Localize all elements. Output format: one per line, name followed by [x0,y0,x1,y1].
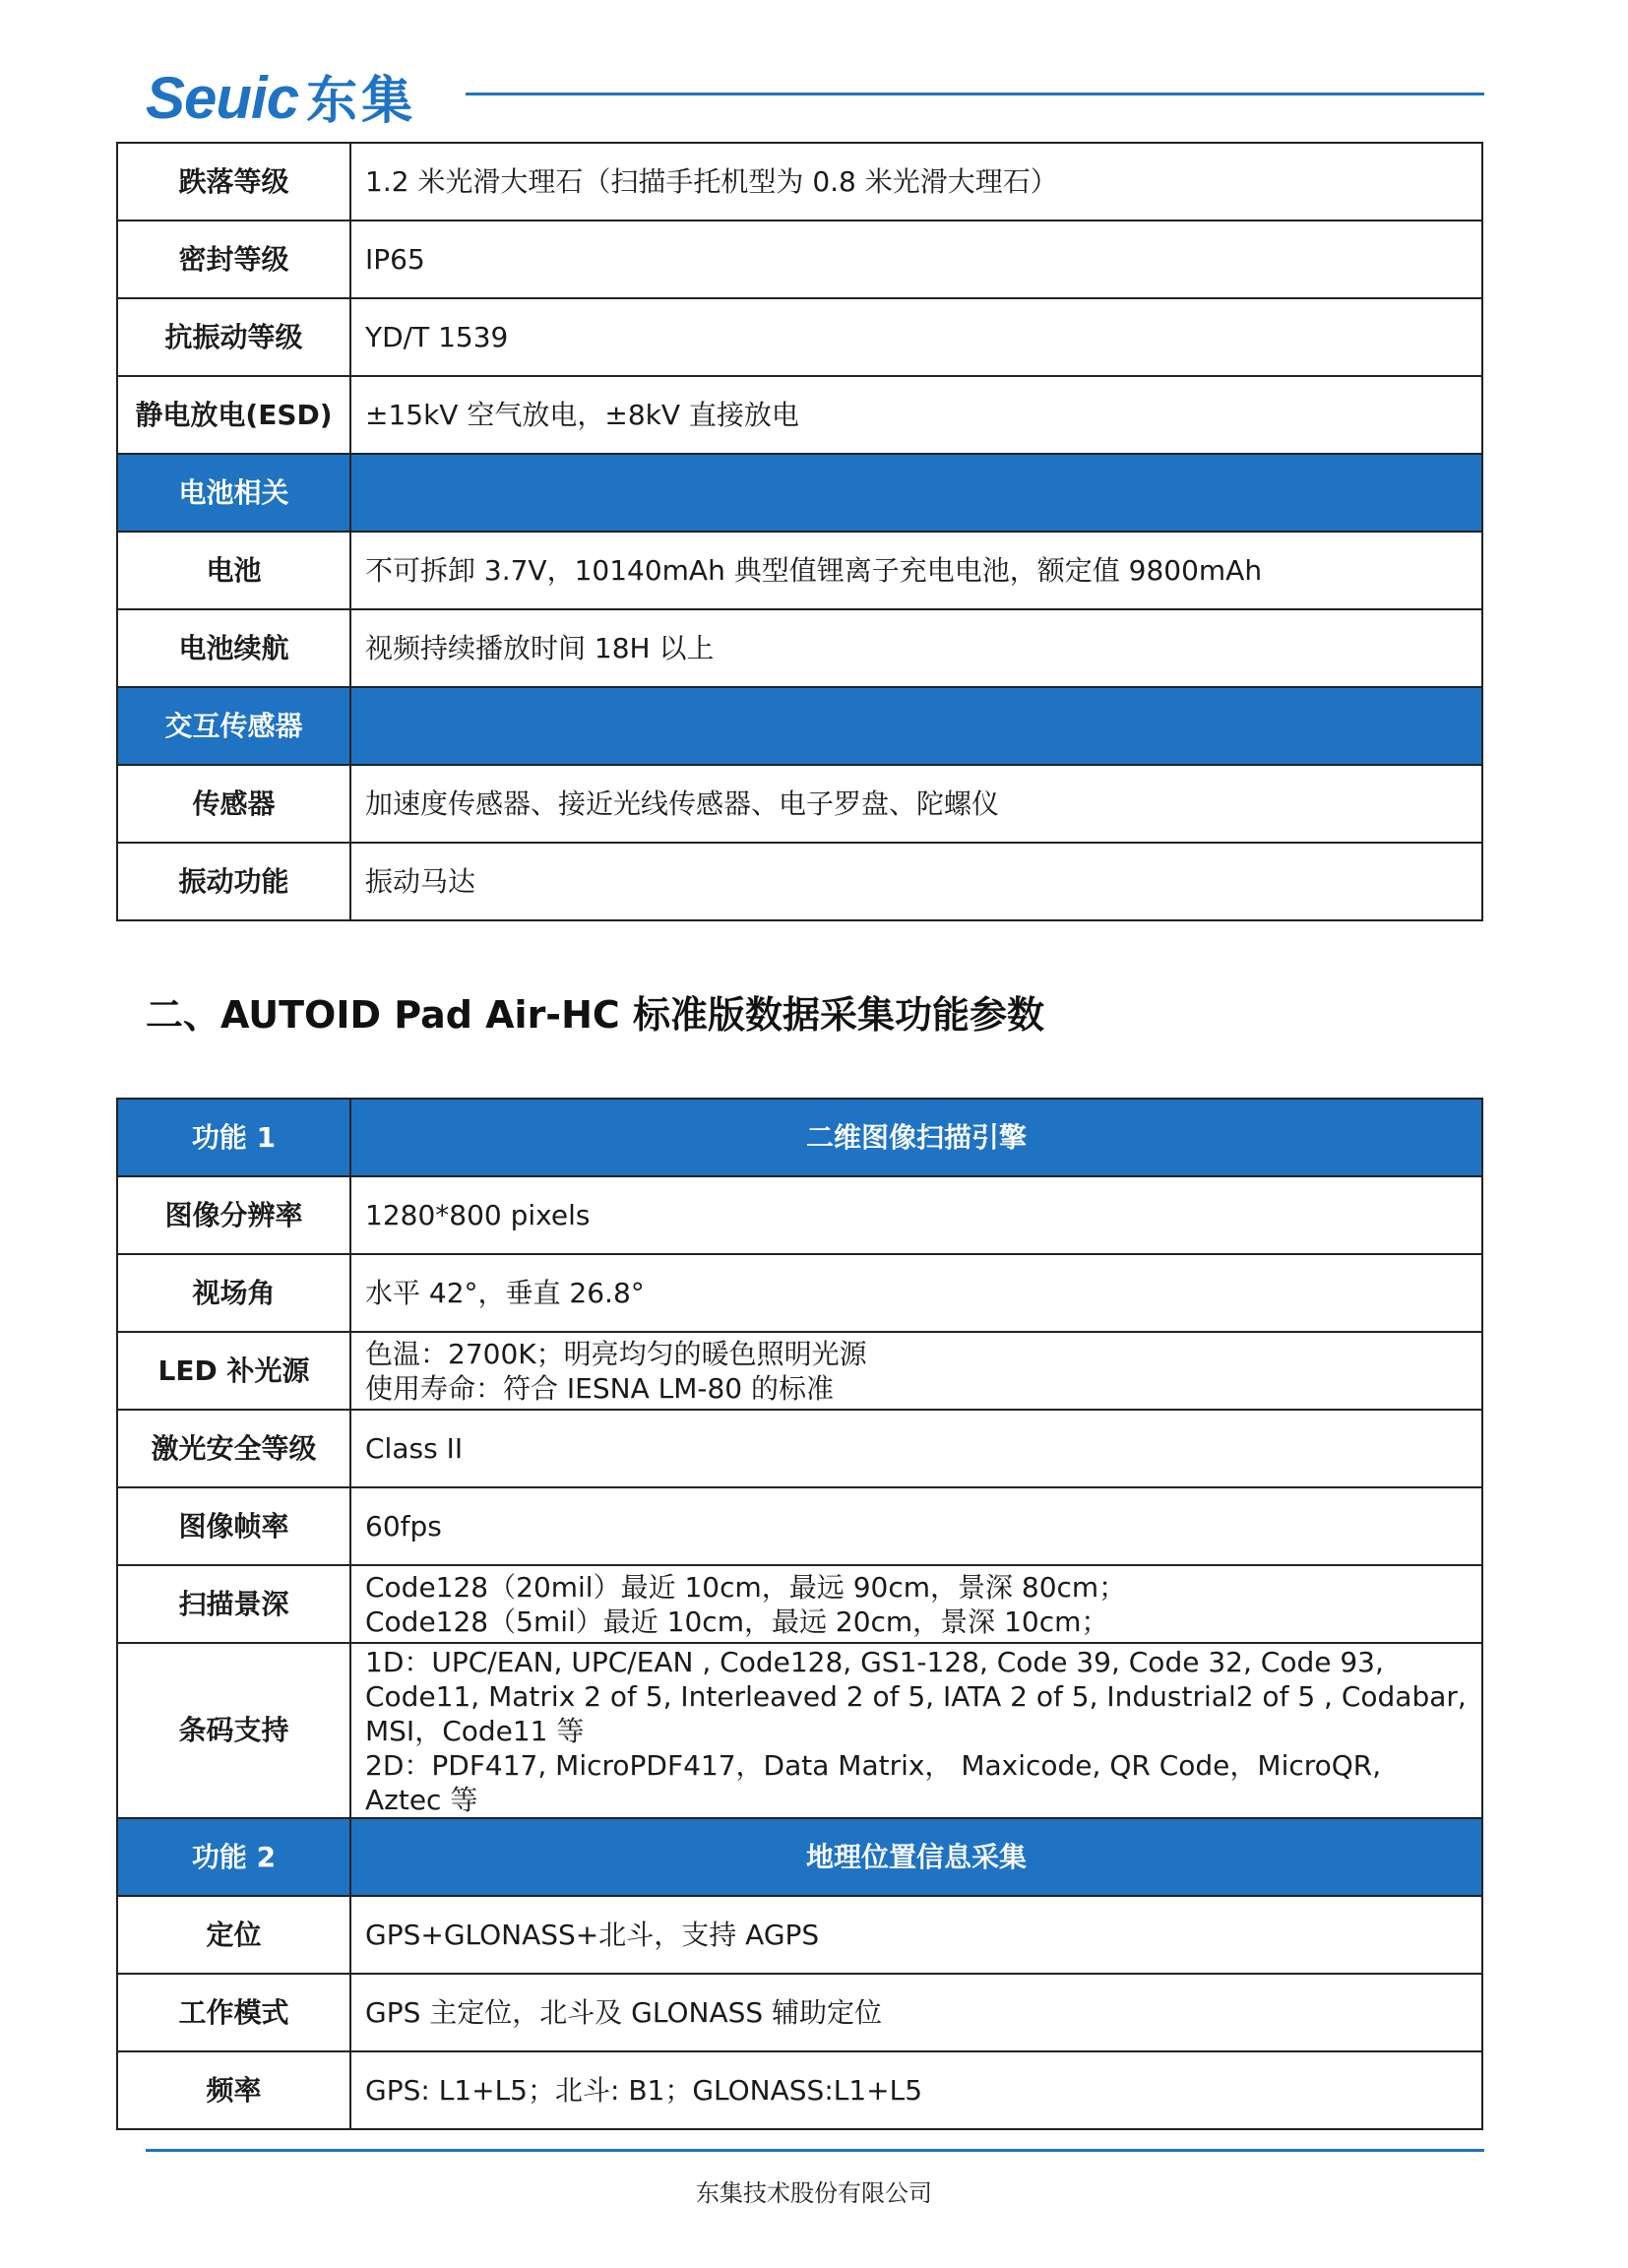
row-value [350,532,1482,609]
row-label: 功能 2 [117,1818,350,1896]
section-header-row [117,1818,1482,1896]
value-line: MSI，Code11 等 [365,1714,585,1747]
table-row [117,2051,1482,2129]
page-header [146,55,1484,131]
row-label: 交互传感器 [117,687,350,765]
row-value [350,1896,1482,1974]
value-line: 1.2 米光滑大理石（扫描手托机型为 0.8 米光滑大理石） [365,164,1058,198]
value-line: Code11, Matrix 2 of 5, Interleaved 2 of 5, IATA 2 of 5, Industrial2 of 5 , Codabar, [365,1679,1467,1713]
row-label: 抗振动等级 [117,298,350,376]
row-label: 频率 [117,2051,350,2129]
row-label: 图像分辨率 [117,1176,350,1254]
row-label: 传感器 [117,765,350,843]
table-row [117,765,1482,843]
row-label: 电池续航 [117,609,350,687]
table-row [117,1254,1482,1332]
row-value [350,1410,1482,1487]
section-header-row [117,1099,1482,1176]
row-label: 跌落等级 [117,143,350,220]
row-label: 定位 [117,1896,350,1974]
header-divider [466,93,1484,95]
row-value [350,1818,1482,1896]
table-row [117,1332,1482,1410]
row-value [350,220,1482,298]
table-row [117,1974,1482,2051]
table-row [117,1896,1482,1974]
row-value [350,687,1482,765]
spec-table-data-capture [116,1098,1483,2130]
value-line: 加速度传感器、接近光线传感器、电子罗盘、陀螺仪 [365,787,1000,820]
row-value [350,1974,1482,2051]
seuic-logo [146,59,416,133]
value-line: Code128（5mil）最近 10cm，最远 20cm，景深 10cm； [365,1605,1109,1638]
value-line: 1D：UPC/EAN, UPC/EAN , Code128, GS1-128, Code 39, Code 32, Code 93, [365,1645,1384,1678]
value-line: Class II [365,1432,464,1465]
value-line: 60fps [365,1510,442,1543]
row-value [350,1487,1482,1565]
table-row [117,143,1482,220]
table-row [117,843,1482,920]
row-label: 激光安全等级 [117,1410,350,1487]
table-row [117,609,1482,687]
value-line: 2D：PDF417, MicroPDF417，Data Matrix， Maxicode, QR Code，MicroQR, [365,1748,1382,1782]
row-value [350,1176,1482,1254]
value-line: 视频持续播放时间 18H 以上 [365,631,715,664]
row-label: 扫描景深 [117,1565,350,1643]
row-value [350,609,1482,687]
footer-divider [146,2149,1484,2152]
row-value [350,1332,1482,1410]
logo-cjk-text: 东集 [306,72,417,131]
row-label: 振动功能 [117,843,350,920]
row-value [350,843,1482,920]
value-line: Code128（20mil）最近 10cm，最远 90cm，景深 80cm； [365,1570,1127,1604]
spec-table-general [116,142,1483,921]
value-line: 二维图像扫描引擎 [805,1121,1027,1154]
row-label: 图像帧率 [117,1487,350,1565]
value-line: 色温：2700K；明亮均匀的暖色照明光源 [365,1337,867,1370]
row-label: 静电放电(ESD) [117,376,350,454]
value-line: 水平 42°，垂直 26.8° [365,1277,645,1309]
row-value [350,298,1482,376]
value-line: 振动马达 [365,864,476,898]
row-label: 电池相关 [117,454,350,532]
row-value [350,454,1482,532]
row-value [350,765,1482,843]
row-label: 电池 [117,532,350,609]
table-row [117,298,1482,376]
section-header-row [117,687,1482,765]
table-row [117,1487,1482,1565]
table-row [117,220,1482,298]
table-row [117,1643,1482,1818]
logo-latin-text: Seuic [146,65,299,131]
value-line: 1280*800 pixels [365,1199,591,1231]
row-label: LED 补光源 [117,1332,350,1410]
row-label: 密封等级 [117,220,350,298]
row-label: 视场角 [117,1254,350,1332]
value-line: GPS 主定位，北斗及 GLONASS 辅助定位 [365,1996,883,2029]
table-row [117,1176,1482,1254]
table-row [117,532,1482,609]
section-heading: 二、AUTOID Pad Air-HC 标准版数据采集功能参数 [146,993,1045,1037]
value-line: 地理位置信息采集 [805,1841,1027,1873]
row-value [350,1099,1482,1176]
row-value [350,1254,1482,1332]
value-line: ±15kV 空气放电，±8kV 直接放电 [365,398,799,431]
section-header-row [117,454,1482,532]
row-label: 功能 1 [117,1099,350,1176]
row-value [350,376,1482,454]
value-line: IP65 [365,242,425,276]
footer-company-name: 东集技术股份有限公司 [696,2179,932,2207]
value-line: Aztec 等 [365,1783,478,1816]
table-row [117,1410,1482,1487]
value-line: YD/T 1539 [365,320,509,353]
table-row [117,376,1482,454]
row-value [350,1565,1482,1643]
row-label: 条码支持 [117,1643,350,1818]
value-line: 使用寿命：符合 IESNA LM-80 的标准 [365,1371,835,1405]
value-line: 不可拆卸 3.7V，10140mAh 典型值锂离子充电电池，额定值 9800mAh [365,553,1263,587]
row-value [350,2051,1482,2129]
row-value [350,143,1482,220]
row-label: 工作模式 [117,1974,350,2051]
value-line: GPS+GLONASS+北斗，支持 AGPS [365,1919,820,1951]
row-value [350,1643,1482,1818]
table-row [117,1565,1482,1643]
value-line: GPS: L1+L5；北斗: B1；GLONASS:L1+L5 [365,2074,923,2107]
